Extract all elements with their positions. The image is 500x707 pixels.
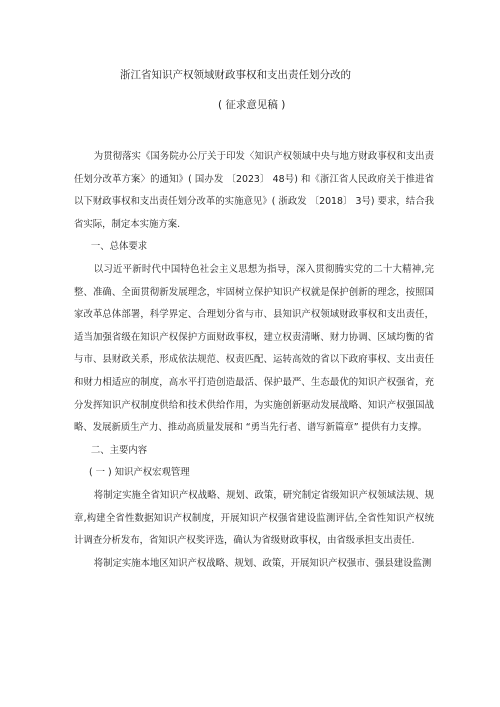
document-subtitle: ( 征求意见稿 ): [218, 99, 286, 111]
subsection-heading-macro-management: ( 一 ) 知识产权宏观管理: [89, 467, 190, 479]
general-requirements-paragraph: 以习近平新时代中国特色社会主义思想为指导，深入贯彻腾实党的二十大精神,完整、准确、全面贯彻新发展理念，牢固树立保护知识产权就是保护创新的理念，按照国家改革总体部署，科学界定、合理划分省与市、县知识产权领域财政事权和支出责任，适当加强省级在知识产权保护方面财政事权，建立权责清晰、财力协调、区域均衡的省与市、县财政关系，形成依法规范、权责匹配、运转高效的省以下政府事权、支出责任和财力相适应的制度，高水平打造创造最活、保护最严、生态最优的知识产权强省，充分发挥知识产权制度供给和技术供给作用，为实施创新驱动发展战略、知识产权强国战略、发展新质生产力、推动高质量发展和 “勇当先行者、谱写新篇章” 提供有力支撑。: [74, 263, 434, 434]
macro-management-paragraph-1: 将制定实施全省知识产权战略、规划、政策，研究制定省级知识产权领域法规、规章,构建全省性数据知识产权制度，开展知识产权强省建设监测评估,全省性知识产权统计调查分析发布，省知识产权奖评选，确认为省级财政事权，由省级承担支出责任.: [74, 489, 434, 547]
section-heading-main-content: 二、主要内容: [90, 444, 148, 456]
section-heading-general-requirements: 一、总体要求: [90, 241, 148, 253]
macro-management-paragraph-2: 将制定实施本地区知识产权战略、规划、政策，开展知识产权强市、强县建设监测: [93, 557, 432, 569]
document-body: [74, 146, 434, 575]
intro-paragraph: 为贯彻落实《国务院办公厅关于印发〈知识产权领域中央与地方财政事权和支出责任划分改革方案〉的通知》( 国办发 〔2023〕 48号) 和《浙江省人民政府关于推进省以下财政事权和支出责任划分改革的实施意见》( 浙政发 〔2018〕 3号) 要求，结合我省实际，制定本实施方案.: [74, 151, 434, 230]
document-title: 浙江省知识产权领域财政事权和支出责任划分改的: [120, 69, 351, 81]
